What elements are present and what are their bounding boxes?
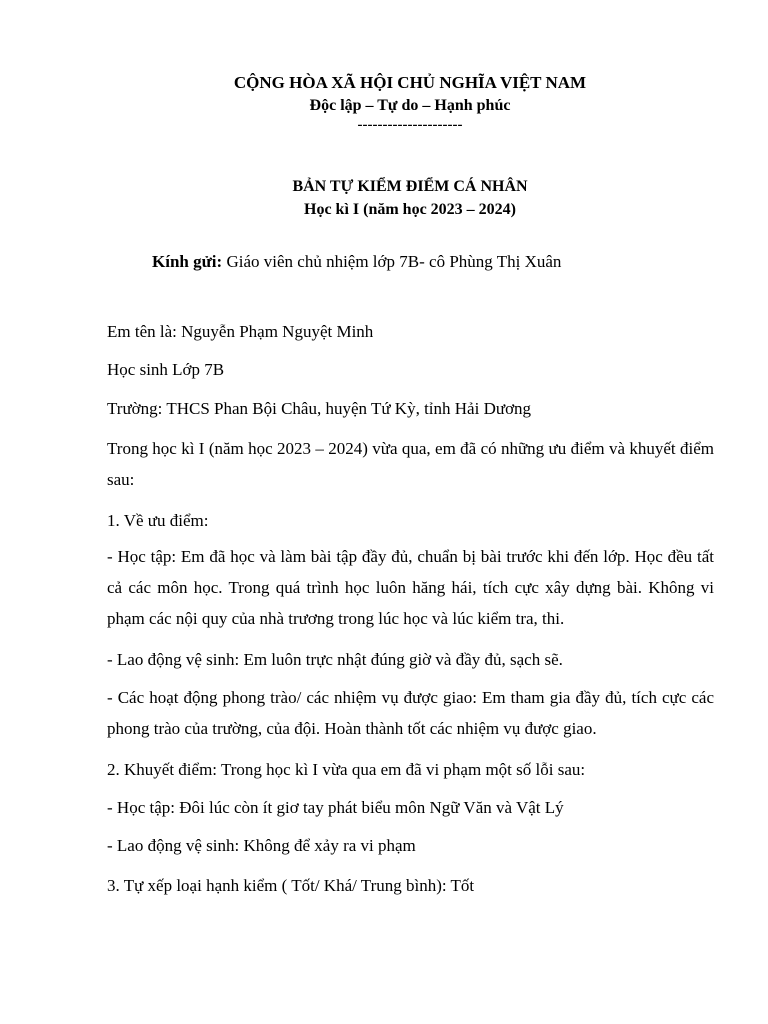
intro-paragraph: Trong học kì I (năm học 2023 – 2024) vừa qua, em đã có những ưu điểm và khuyết điểm sau: bbox=[107, 439, 714, 489]
self-rating-line: 3. Tự xếp loại hạnh kiểm ( Tốt/ Khá/ Trung bình): Tốt bbox=[107, 876, 475, 895]
document-subtitle: Học kì I (năm học 2023 – 2024) bbox=[304, 201, 516, 218]
national-motto: Độc lập – Tự do – Hạnh phúc bbox=[309, 97, 511, 114]
recipient-line bbox=[152, 252, 561, 272]
strength-activities-paragraph: - Các hoạt động phong trào/ các nhiệm vụ được giao: Em tham gia đầy đủ, tích cực các phong trào của trường, của đội. Hoàn thành tốt các nhiệm vụ được giao. bbox=[107, 688, 714, 738]
strength-study-paragraph: - Học tập: Em đã học và làm bài tập đầy đủ, chuẩn bị bài trước khi đến lớp. Học đều tất cả các môn học. Trong quá trình học luôn hăng hái, tích cực xây dựng bài. Không vi phạm các nội quy của nhà trương trong lúc học và lúc kiểm tra, thi. bbox=[107, 547, 714, 628]
student-class-line: Học sinh Lớp 7B bbox=[107, 360, 225, 379]
weakness-study-line: - Học tập: Đôi lúc còn ít giơ tay phát biểu môn Ngữ Văn và Vật Lý bbox=[107, 798, 564, 817]
weaknesses-heading: 2. Khuyết điểm: Trong học kì I vừa qua em đã vi phạm một số lỗi sau: bbox=[107, 760, 586, 779]
strength-labor-line: - Lao động vệ sinh: Em luôn trực nhật đúng giờ và đầy đủ, sạch sẽ. bbox=[107, 650, 563, 669]
student-name-line: Em tên là: Nguyễn Phạm Nguyệt Minh bbox=[107, 322, 374, 341]
header-divider: --------------------- bbox=[357, 117, 463, 133]
student-school-line: Trường: THCS Phan Bội Châu, huyện Tứ Kỳ, tỉnh Hải Dương bbox=[107, 399, 532, 418]
recipient-value: Giáo viên chủ nhiệm lớp 7B- cô Phùng Thị Xuân bbox=[226, 252, 562, 271]
recipient-label: Kính gửi: bbox=[152, 252, 223, 271]
weakness-labor-line: - Lao động vệ sinh: Không để xảy ra vi phạm bbox=[107, 836, 416, 855]
strengths-heading: 1. Về ưu điểm: bbox=[107, 511, 209, 530]
country-name: CỘNG HÒA XÃ HỘI CHỦ NGHĨA VIỆT NAM bbox=[233, 73, 587, 92]
document-title: BẢN TỰ KIỂM ĐIỂM CÁ NHÂN bbox=[292, 178, 528, 195]
